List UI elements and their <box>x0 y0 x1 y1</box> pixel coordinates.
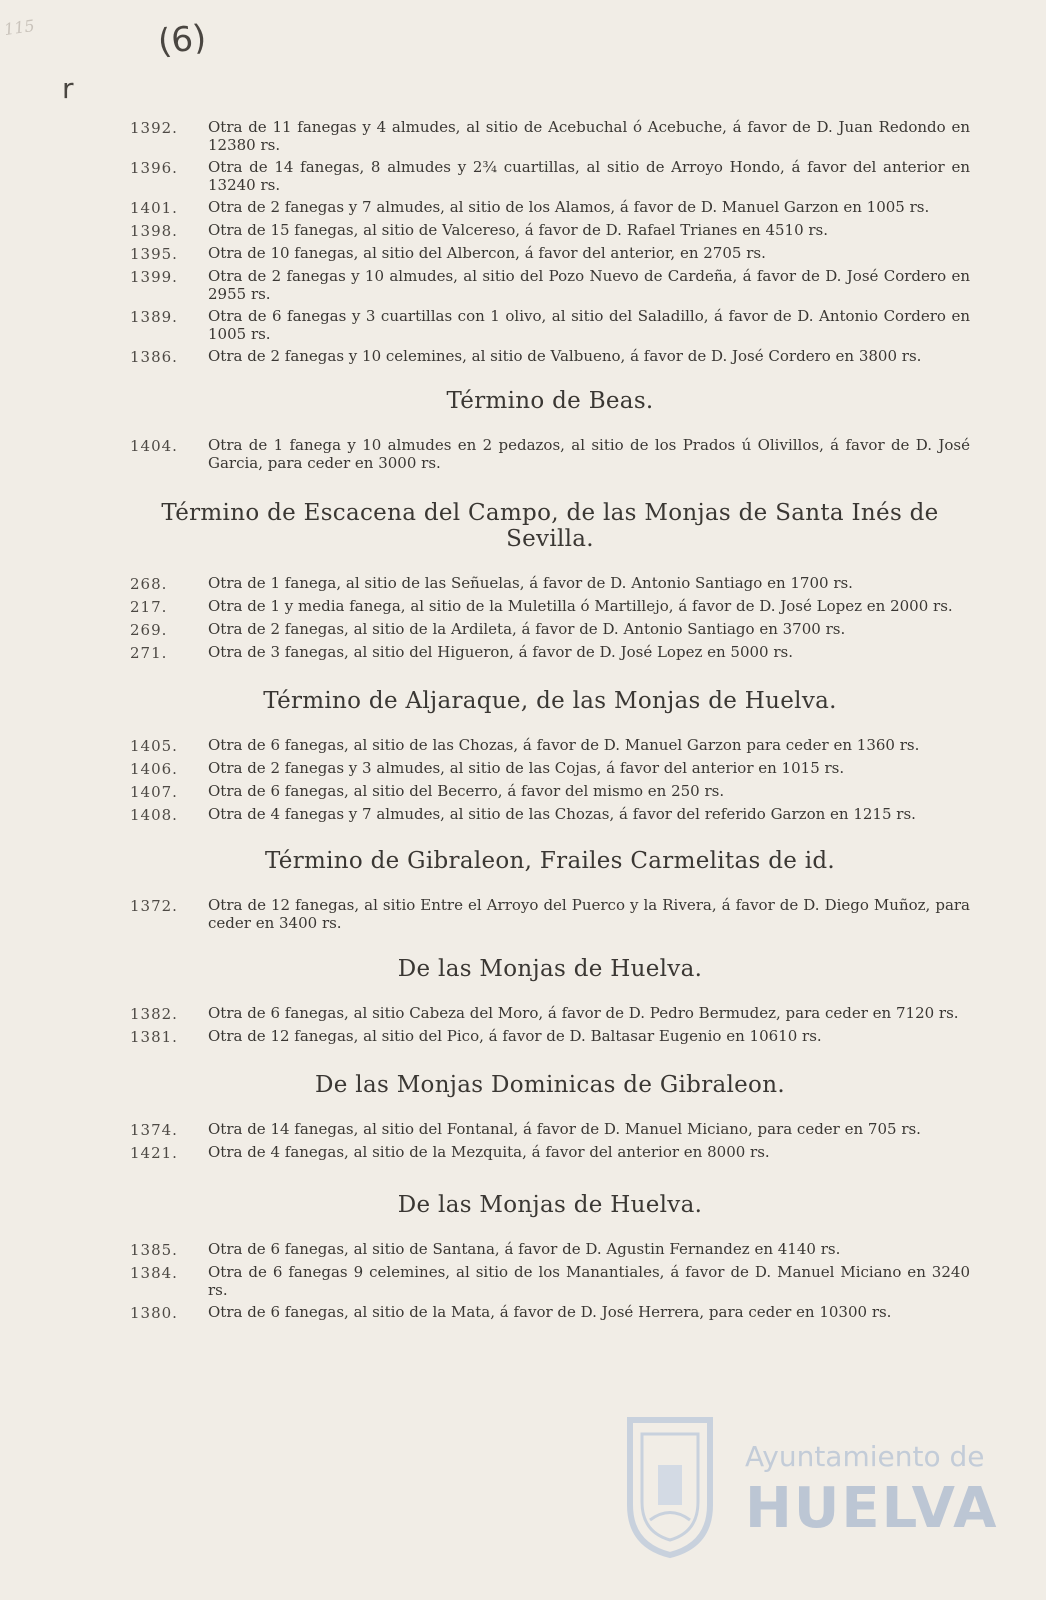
section-heading: Término de Beas. <box>446 388 654 414</box>
entry-text: Otra de 6 fanegas y 3 cuartillas con 1 olivo, al sitio del Saladillo, á favor de D. Antonio Cordero en 1005 rs. <box>208 307 970 343</box>
entry-text: Otra de 1 fanega y 10 almudes en 2 pedazos, al sitio de los Prados ú Olivillos, á favor de D. José Garcia, para ceder en 3000 rs. <box>208 436 970 472</box>
entry-number: 1372. <box>130 897 178 915</box>
page-number: (6) <box>156 17 209 63</box>
entry-row <box>130 1004 970 1023</box>
section-heading: De las Monjas de Huelva. <box>397 956 703 982</box>
entry-number: 1374. <box>130 1121 178 1139</box>
entry-text: Otra de 6 fanegas, al sitio de la Mata, á favor de D. José Herrera, para ceder en 10300 rs. <box>208 1303 892 1321</box>
entry-number: 1384. <box>130 1264 178 1282</box>
archive-watermark <box>600 1390 1020 1590</box>
entry-number: 1382. <box>130 1005 178 1023</box>
entry-text: Otra de 2 fanegas y 10 almudes, al sitio del Pozo Nuevo de Cardeña, á favor de D. José Cordero en 2955 rs. <box>208 267 970 303</box>
entry-row <box>130 620 970 639</box>
entry-row <box>130 436 970 472</box>
entry-row <box>130 267 970 303</box>
entry-number: 1380. <box>130 1304 178 1322</box>
entry-row <box>130 158 970 194</box>
document-body <box>130 118 970 1326</box>
entry-number: 268. <box>130 575 168 593</box>
entry-number: 271. <box>130 644 168 662</box>
entry-text: Otra de 1 y media fanega, al sitio de la Muletilla ó Martillejo, á favor de D. José Lopez en 2000 rs. <box>208 597 953 615</box>
entry-text: Otra de 12 fanegas, al sitio Entre el Arroyo del Puerco y la Rivera, á favor de D. Diego Muñoz, para ceder en 3400 rs. <box>208 896 970 932</box>
entry-number: 1395. <box>130 245 178 263</box>
entry-row <box>130 1263 970 1299</box>
entry-number: 1389. <box>130 308 178 326</box>
entry-text: Otra de 6 fanegas, al sitio del Becerro, á favor del mismo en 250 rs. <box>208 782 725 800</box>
entry-row <box>130 221 970 240</box>
entry-number: 1421. <box>130 1144 178 1162</box>
entry-text: Otra de 6 fanegas, al sitio de las Chozas, á favor de D. Manuel Garzon para ceder en 1360 rs. <box>208 736 920 754</box>
entry-text: Otra de 2 fanegas y 3 almudes, al sitio de las Cojas, á favor del anterior en 1015 rs. <box>208 759 845 777</box>
entry-row <box>130 574 970 593</box>
entry-text: Otra de 10 fanegas, al sitio del Albercon, á favor del anterior, en 2705 rs. <box>208 244 766 262</box>
entry-row <box>130 198 970 217</box>
entry-text: Otra de 6 fanegas 9 celemines, al sitio de los Manantiales, á favor de D. Manuel Miciano en 3240 rs. <box>208 1263 970 1299</box>
entry-row <box>130 118 970 154</box>
section-heading: De las Monjas Dominicas de Gibraleon. <box>315 1072 785 1098</box>
entry-row <box>130 347 970 366</box>
entry-text: Otra de 11 fanegas y 4 almudes, al sitio de Acebuchal ó Acebuche, á favor de D. Juan Redondo en 12380 rs. <box>208 118 970 154</box>
entry-text: Otra de 12 fanegas, al sitio del Pico, á favor de D. Baltasar Eugenio en 10610 rs. <box>208 1027 822 1045</box>
entry-text: Otra de 1 fanega, al sitio de las Señuelas, á favor de D. Antonio Santiago en 1700 rs. <box>208 574 853 592</box>
entry-row <box>130 307 970 343</box>
entry-text: Otra de 2 fanegas, al sitio de la Ardileta, á favor de D. Antonio Santiago en 3700 rs. <box>208 620 846 638</box>
entry-number: 1401. <box>130 199 178 217</box>
entry-number: 1408. <box>130 806 178 824</box>
entry-text: Otra de 2 fanegas y 7 almudes, al sitio de los Alamos, á favor de D. Manuel Garzon en 1005 rs. <box>208 198 930 216</box>
margin-mark: r <box>62 72 74 105</box>
section-heading: De las Monjas de Huelva. <box>397 1192 703 1218</box>
entry-text: Otra de 3 fanegas, al sitio del Higueron, á favor de D. José Lopez en 5000 rs. <box>208 643 793 661</box>
entry-text: Otra de 15 fanegas, al sitio de Valcereso, á favor de D. Rafael Trianes en 4510 rs. <box>208 221 829 239</box>
entry-text: Otra de 4 fanegas y 7 almudes, al sitio de las Chozas, á favor del referido Garzon en 1215 rs. <box>208 805 916 823</box>
entry-text: Otra de 2 fanegas y 10 celemines, al sitio de Valbueno, á favor de D. José Cordero en 3800 rs. <box>208 347 922 365</box>
entry-row <box>130 244 970 263</box>
entry-row <box>130 759 970 778</box>
section-heading: Término de Escacena del Campo, de las Monjas de Santa Inés de Sevilla. <box>161 500 939 552</box>
entry-row <box>130 1120 970 1139</box>
entry-number: 1392. <box>130 119 178 137</box>
watermark-line1: Ayuntamiento de <box>745 1440 985 1473</box>
section-heading: Término de Gibraleon, Frailes Carmelitas de id. <box>264 848 836 874</box>
entry-row <box>130 1240 970 1259</box>
entry-number: 1407. <box>130 783 178 801</box>
entry-number: 1404. <box>130 437 178 455</box>
entry-text: Otra de 4 fanegas, al sitio de la Mezquita, á favor del anterior en 8000 rs. <box>208 1143 770 1161</box>
entry-text: Otra de 6 fanegas, al sitio Cabeza del Moro, á favor de D. Pedro Bermudez, para ceder en 7120 rs. <box>208 1004 959 1022</box>
entry-number: 269. <box>130 621 168 639</box>
entry-row <box>130 597 970 616</box>
watermark-line2: HUELVA <box>745 1476 999 1541</box>
entry-number: 1399. <box>130 268 178 286</box>
entry-row <box>130 1143 970 1162</box>
entry-row <box>130 1303 970 1322</box>
entry-row <box>130 736 970 755</box>
entry-text: Otra de 14 fanegas, al sitio del Fontanal, á favor de D. Manuel Miciano, para ceder en 705 rs. <box>208 1120 921 1138</box>
entry-row <box>130 643 970 662</box>
section-heading: Término de Aljaraque, de las Monjas de Huelva. <box>263 688 837 714</box>
entry-number: 1385. <box>130 1241 178 1259</box>
entry-row <box>130 1027 970 1046</box>
entry-number: 1381. <box>130 1028 178 1046</box>
entry-number: 1396. <box>130 159 178 177</box>
entry-number: 1398. <box>130 222 178 240</box>
entry-number: 1386. <box>130 348 178 366</box>
entry-text: Otra de 6 fanegas, al sitio de Santana, á favor de D. Agustin Fernandez en 4140 rs. <box>208 1240 841 1258</box>
corner-note: 115 <box>2 15 36 40</box>
entry-text: Otra de 14 fanegas, 8 almudes y 2¾ cuartillas, al sitio de Arroyo Hondo, á favor del anterior en 13240 rs. <box>208 158 970 194</box>
entry-row <box>130 782 970 801</box>
entry-row <box>130 896 970 932</box>
entry-number: 217. <box>130 598 168 616</box>
entry-row <box>130 805 970 824</box>
coat-of-arms-icon <box>620 1410 720 1560</box>
entry-number: 1406. <box>130 760 178 778</box>
entry-number: 1405. <box>130 737 178 755</box>
